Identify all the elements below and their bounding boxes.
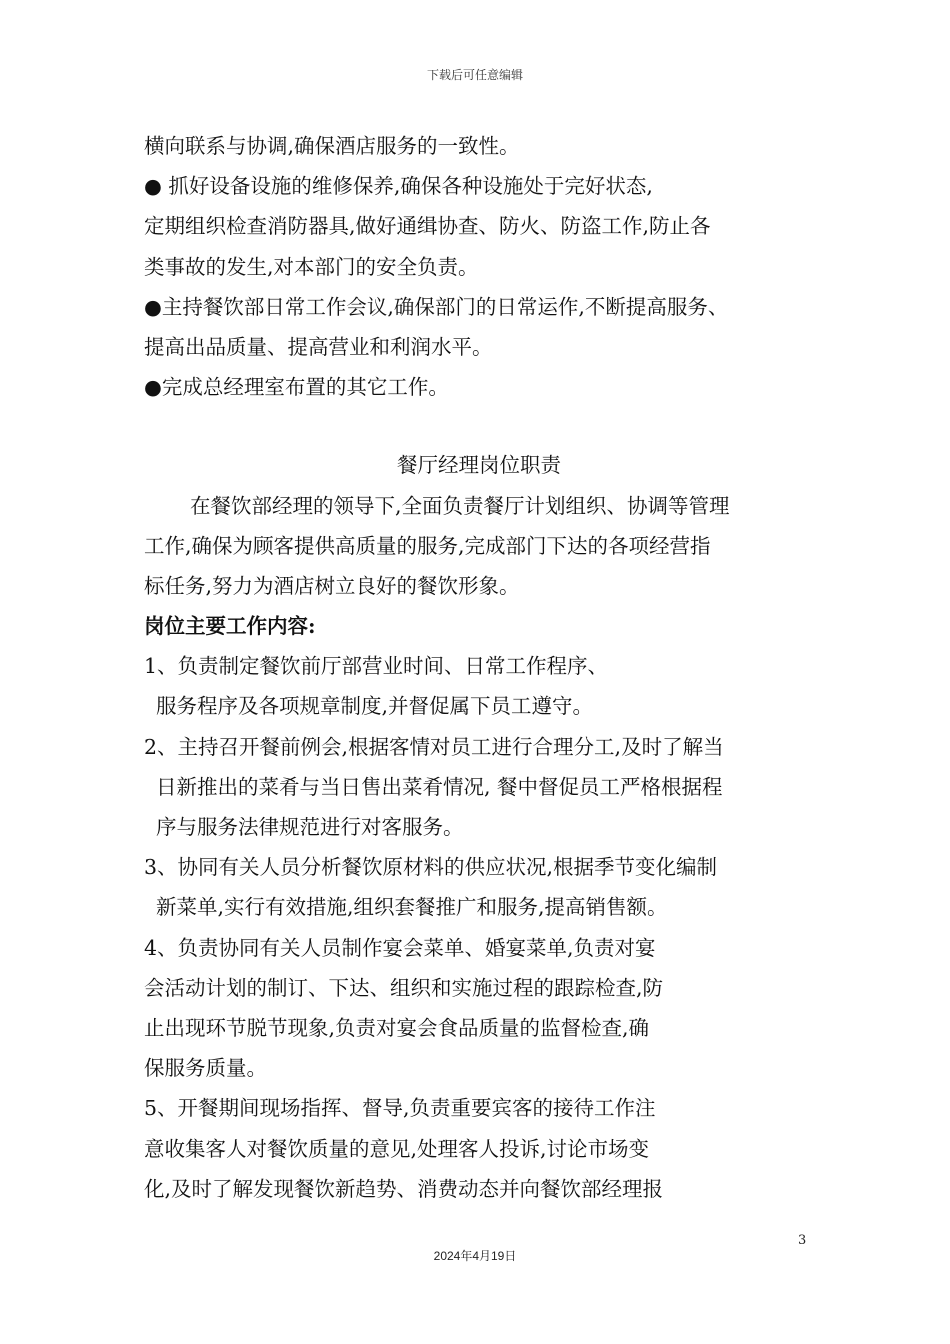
section-title: 餐厅经理岗位职责 <box>397 453 561 478</box>
list-item-line: 会活动计划的制订、下达、组织和实施过程的跟踪检查,防 <box>144 975 664 1000</box>
list-item-line: 日新推出的菜肴与当日售出菜肴情况, 餐中督促员工严格根据程 <box>156 774 723 799</box>
paragraph-line: 定期组织检查消防器具,做好通缉协查、防火、防盗工作,防止各 <box>144 214 711 239</box>
list-item-line: 4、负责协同有关人员制作宴会菜单、婚宴菜单,负责对宴 <box>144 935 656 960</box>
page-header: 下载后可任意编辑 <box>426 68 523 82</box>
list-item-line: 意收集客人对餐饮质量的意见,处理客人投诉,讨论市场变 <box>144 1136 650 1161</box>
intro-line: 标任务,努力为酒店树立良好的餐饮形象。 <box>144 573 520 598</box>
page-number: 3 <box>798 1233 807 1248</box>
list-item-line: 1、负责制定餐饮前厅部营业时间、日常工作程序、 <box>144 654 609 679</box>
list-item-line: 5、开餐期间现场指挥、督导,负责重要宾客的接待工作注 <box>144 1096 656 1121</box>
paragraph-line: 横向联系与协调,确保酒店服务的一致性。 <box>144 134 520 158</box>
list-item-line: 序与服务法律规范进行对客服务。 <box>156 815 464 839</box>
list-item-line: 保服务质量。 <box>144 1056 267 1081</box>
footer-date: 2024年4月19日 <box>433 1249 517 1263</box>
list-item-line: 化,及时了解发现餐饮新趋势、消费动态并向餐饮部经理报 <box>144 1176 664 1201</box>
paragraph-line: 提高出品质量、提高营业和利润水平。 <box>144 334 493 359</box>
list-item-line: 止出现环节脱节现象,负责对宴会食品质量的监督检查,确 <box>144 1015 650 1040</box>
list-item-line: 新菜单,实行有效措施,组织套餐推广和服务,提高销售额。 <box>156 895 668 920</box>
section-subheading: 岗位主要工作内容: <box>144 614 316 639</box>
intro-line: 在餐饮部经理的领导下,全面负责餐厅计划组织、协调等管理 <box>190 493 730 518</box>
bullet-line: ●主持餐饮部日常工作会议,确保部门的日常运作,不断提高服务、 <box>144 294 729 319</box>
bullet-line: ●完成总经理室布置的其它工作。 <box>144 375 449 400</box>
section-gap <box>144 407 834 445</box>
list-item-line: 服务程序及各项规章制度,并督促属下员工遵守。 <box>156 694 594 719</box>
list-item-line: 3、协同有关人员分析餐饮原材料的供应状况,根据季节变化编制 <box>144 855 718 880</box>
intro-line: 工作,确保为顾客提供高质量的服务,完成部门下达的各项经营指 <box>144 533 711 558</box>
document-body <box>144 126 834 1209</box>
list-item-line: 2、主持召开餐前例会,根据客情对员工进行合理分工,及时了解当 <box>144 734 724 759</box>
bullet-line: ● 抓好设备设施的维修保养,确保各种设施处于完好状态, <box>144 174 653 199</box>
paragraph-line: 类事故的发生,对本部门的安全负责。 <box>144 254 479 279</box>
